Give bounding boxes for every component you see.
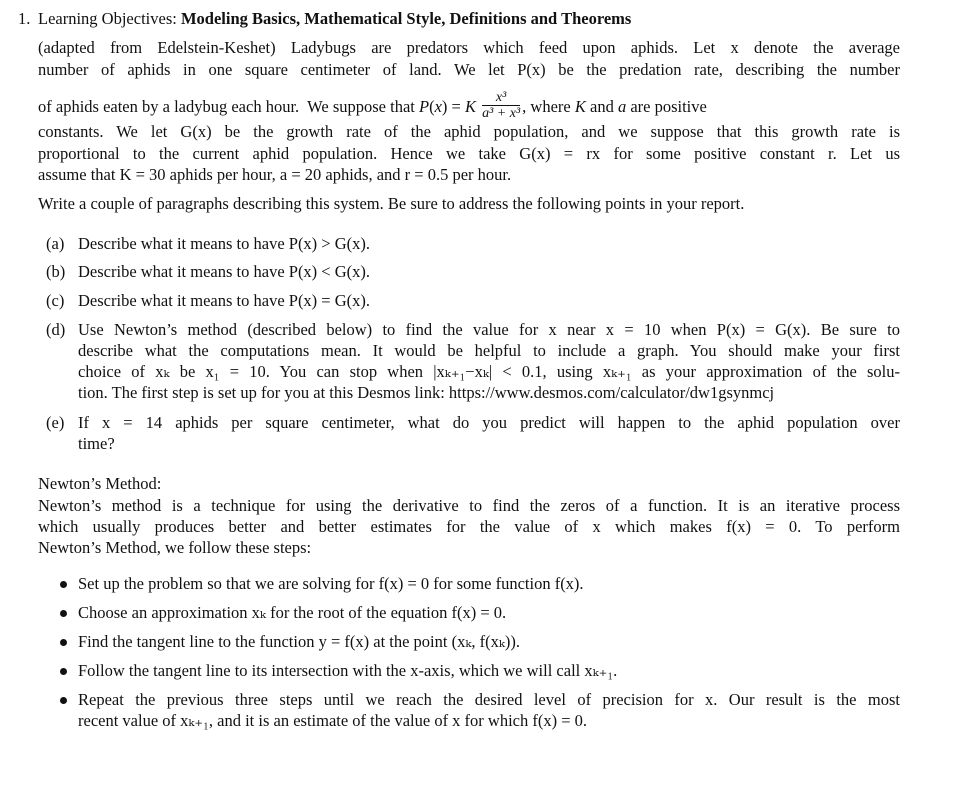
problem-number: 1.	[18, 9, 31, 28]
intro-line-fraction	[38, 92, 900, 124]
problem-heading	[38, 9, 631, 29]
bullet-icon	[60, 668, 67, 675]
intro-line: number of aphids in one square centimeter of land. We let P(x) be the predation rate, describing the number	[38, 60, 900, 79]
newton-intro-line: which usually produces better and better estimates for the value of x which makes f(x) = 0. To perform	[38, 517, 900, 536]
step-text: Find the tangent line to the function y = f(x) at the point (xₖ, f(xₖ)).	[78, 632, 520, 651]
write-prompt: Write a couple of paragraphs describing this system. Be sure to address the following points in your report.	[38, 194, 745, 213]
item-text: choice of xₖ be x₁ = 10. You can stop when |xₖ₊₁−xₖ| < 0.1, using xₖ₊₁ as your approximation of the solu-	[78, 362, 900, 381]
intro-line-visible-tail: , where K and a are positive	[522, 96, 707, 116]
item-label: (a)	[46, 234, 65, 253]
item-text: describe what the computations mean. It would be helpful to include a graph. You should make your first	[78, 341, 900, 360]
fraction	[482, 90, 520, 122]
item-text: Describe what it means to have P(x) < G(x).	[78, 262, 371, 281]
step-text: recent value of xₖ₊₁, and it is an estimate of the value of x for which f(x) = 0.	[78, 711, 588, 730]
newton-intro-line: Newton’s method is a technique for using the derivative to find the zeros of a function. It is an iterative process	[38, 496, 900, 515]
item-label: (d)	[46, 320, 66, 339]
bullet-icon	[60, 697, 67, 704]
heading-prefix: Learning Objectives:	[38, 9, 177, 28]
intro-line: (adapted from Edelstein-Keshet) Ladybugs are predators which feed upon aphids. Let x denote the average	[38, 38, 900, 57]
intro-line: proportional to the current aphid population. Hence we take G(x) = rx for some positive constant r. Let us	[38, 144, 900, 163]
item-label: (e)	[46, 413, 65, 432]
newton-heading: Newton’s Method:	[38, 474, 162, 493]
item-text: Use Newton’s method (described below) to find the value for x near x = 10 when P(x) = G(x). Be sure to	[78, 320, 900, 339]
newton-intro-line: Newton’s Method, we follow these steps:	[38, 538, 312, 557]
bullet-icon	[60, 581, 67, 588]
step-text: Repeat the previous three steps until we reach the desired level of precision for x. Our result is the most	[78, 690, 900, 709]
item-text: Describe what it means to have P(x) > G(x).	[78, 234, 371, 253]
fraction-denominator: a³ + x³	[482, 106, 521, 121]
fraction-numerator: x³	[482, 90, 520, 106]
heading-bold: Modeling Basics, Mathematical Style, Definitions and Theorems	[180, 9, 632, 28]
step-text: Follow the tangent line to its intersection with the x-axis, which we will call xₖ₊₁.	[78, 661, 618, 680]
intro-line: constants. We let G(x) be the growth rate of the aphid population, and we suppose that this growth rate is	[38, 122, 900, 141]
step-text: Choose an approximation xₖ for the root of the equation f(x) = 0.	[78, 603, 507, 622]
step-text: Set up the problem so that we are solving for f(x) = 0 for some function f(x).	[78, 574, 584, 593]
item-label: (c)	[46, 291, 65, 310]
item-text: tion. The first step is set up for you at this Desmos link: https://www.desmos.com/calculator/dw1gsynmcj	[78, 383, 775, 402]
intro-line-visible: of aphids eaten by a ladybug each hour. We suppose that P(x) = K	[38, 96, 476, 116]
item-text: Describe what it means to have P(x) = G(x).	[78, 291, 371, 310]
bullet-icon	[60, 639, 67, 646]
item-label: (b)	[46, 262, 66, 281]
intro-line: assume that K = 30 aphids per hour, a = 20 aphids, and r = 0.5 per hour.	[38, 165, 512, 184]
item-text: If x = 14 aphids per square centimeter, what do you predict will happen to the aphid population over	[78, 413, 900, 432]
bullet-icon	[60, 610, 67, 617]
item-text: time?	[78, 434, 115, 453]
